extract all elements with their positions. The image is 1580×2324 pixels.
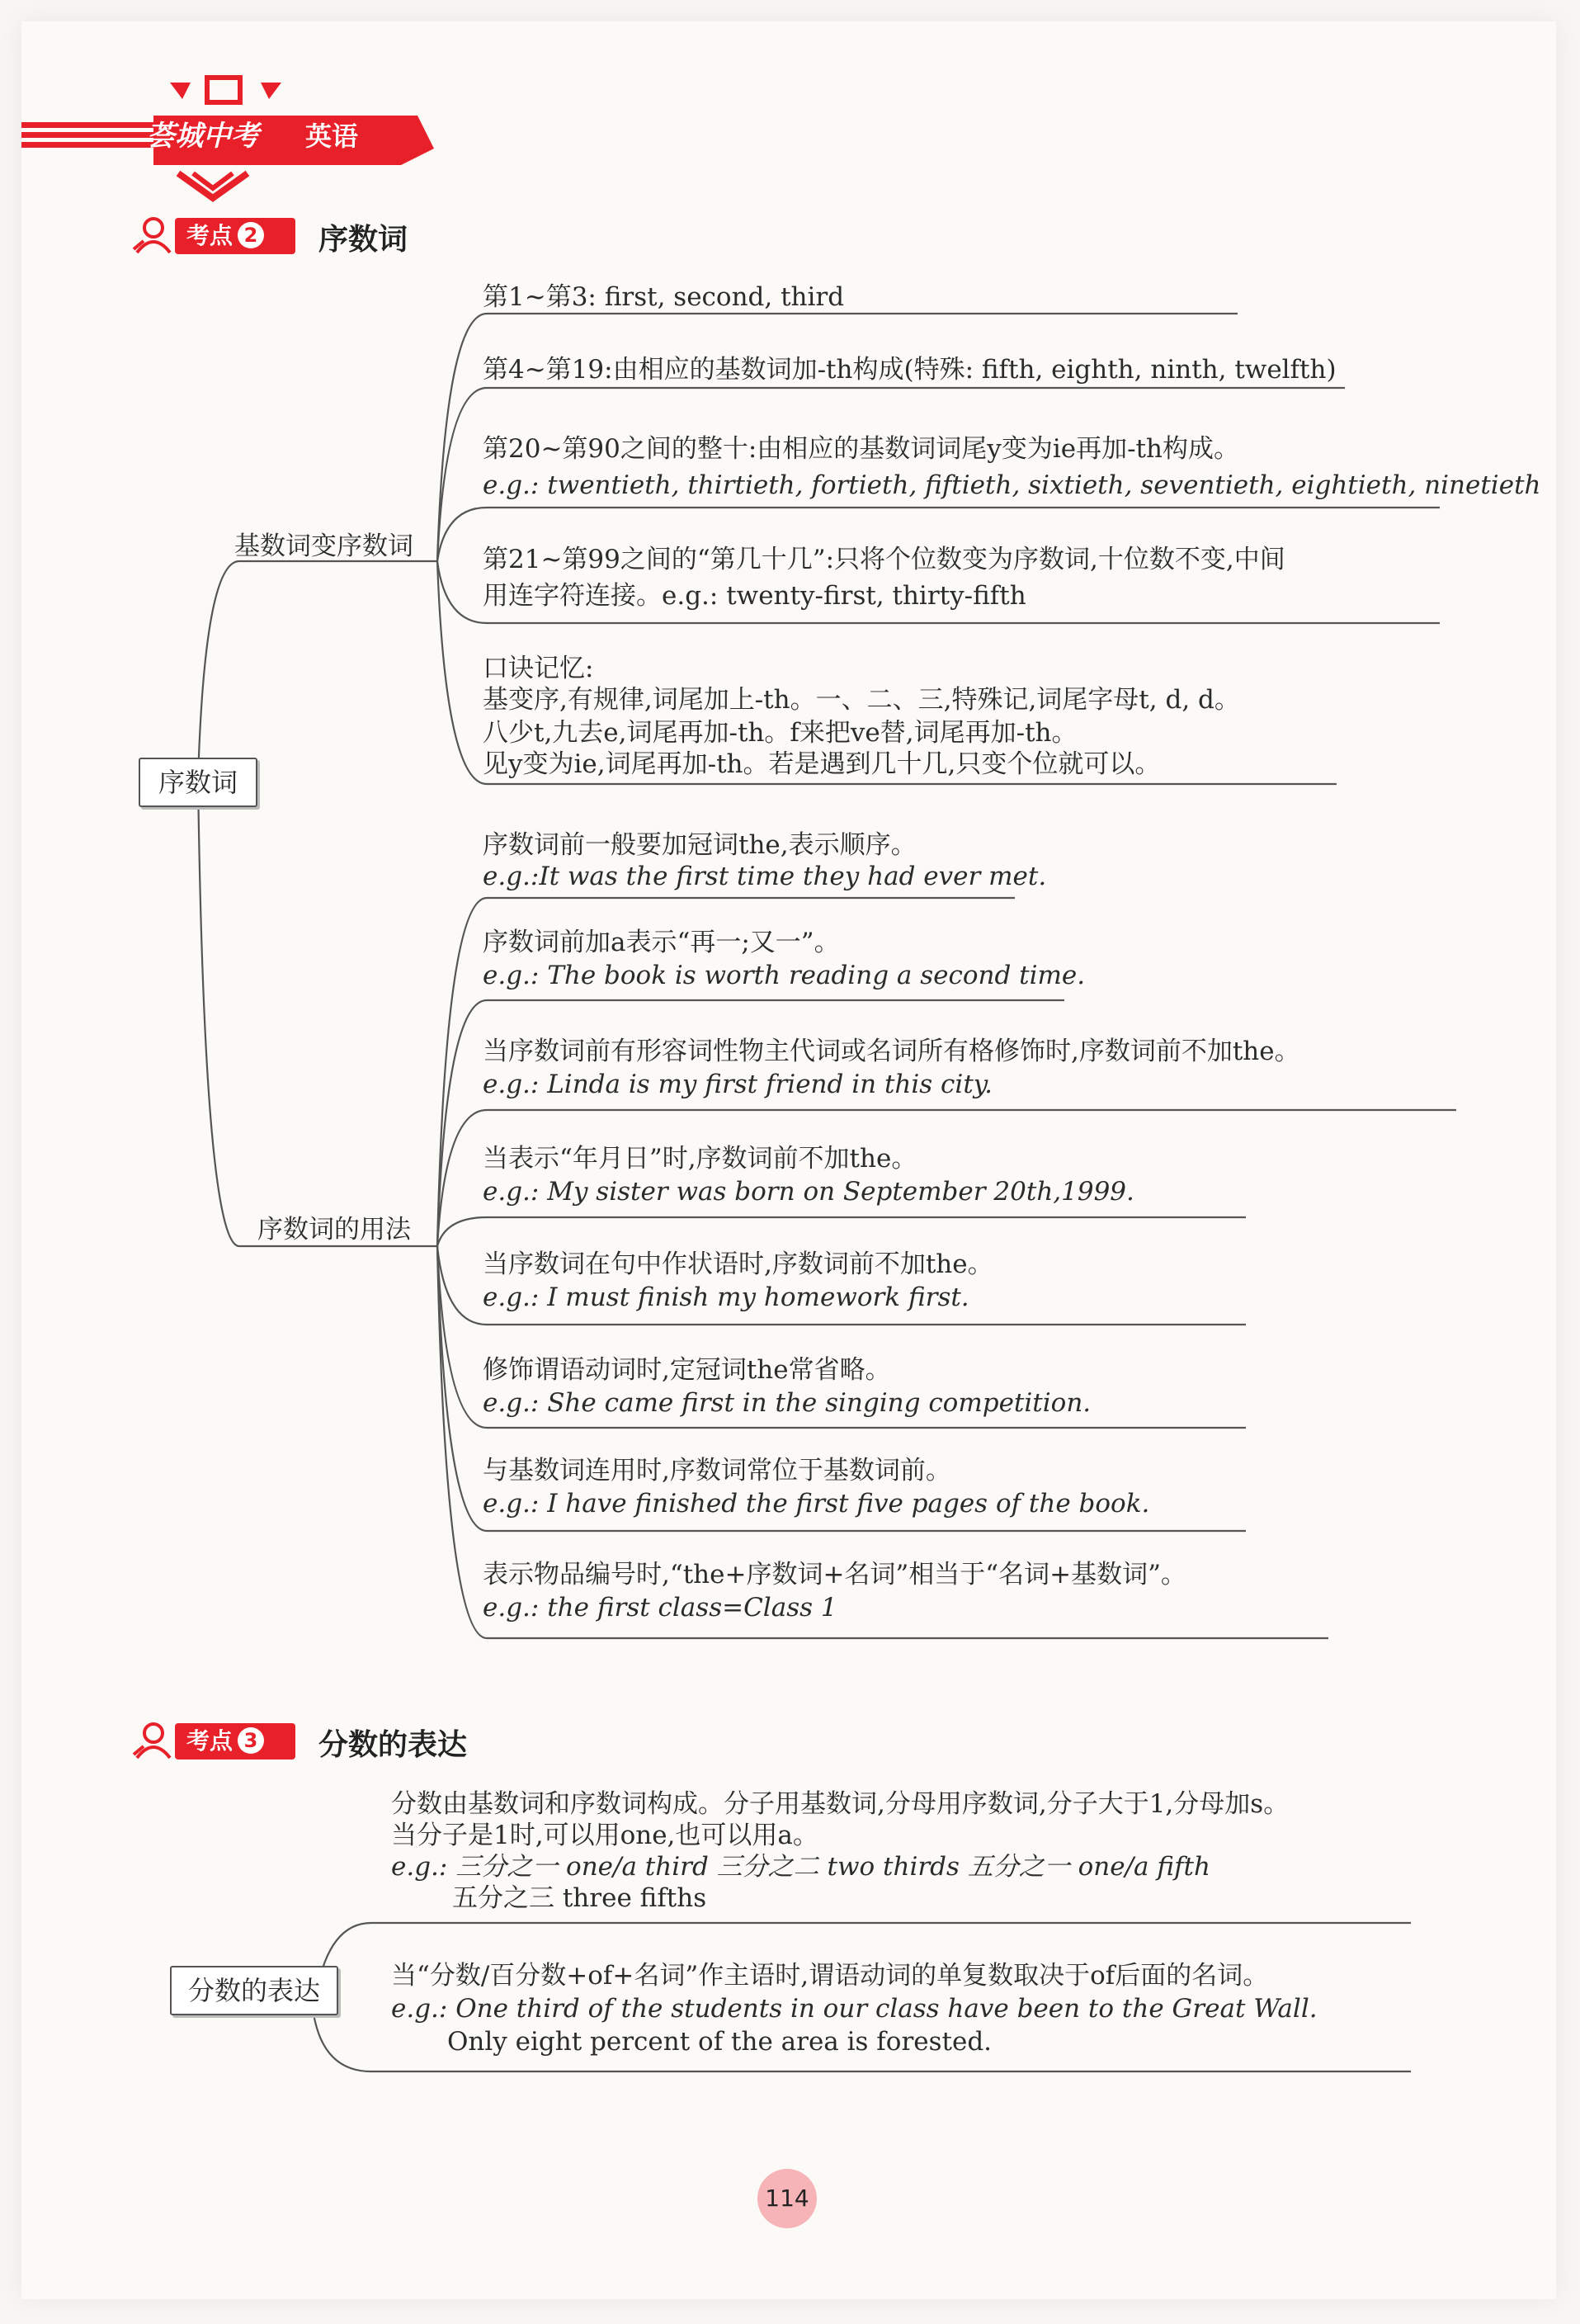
rule-3-line-2: e.g.: twentieth, thirtieth, fortieth, fiftieth, sixtieth, seventieth, eightieth, ninetieth	[483, 470, 1541, 500]
person-icon	[132, 1722, 178, 1761]
page-number: 114	[757, 2169, 817, 2228]
fraction-subject-rule: 当“分数/百分数+of+名词”作主语时,谓语动词的单复数取决于of后面的名词。	[391, 1961, 1269, 1991]
usage-1-example: e.g.:It was the first time they had ever met.	[483, 862, 1047, 891]
usage-4-line-1: 当表示“年月日”时,序数词前不加the。	[483, 1144, 917, 1174]
section3-badge-number: 3	[238, 1727, 264, 1754]
usage-2-line-1: 序数词前加a表示“再一;又一”。	[483, 928, 840, 957]
rule-2-line-1: 第4~第19:由相应的基数词加-th构成(特殊: fifth, eighth, ninth, twelfth)	[483, 355, 1337, 385]
rule-3-line-1: 第20~第90之间的整十:由相应的基数词词尾y变为ie再加-th构成。	[483, 434, 1239, 464]
fraction-rule-line-1: 分数由基数词和序数词构成。分子用基数词,分母用序数词,分子大于1,分母加s。	[391, 1789, 1290, 1819]
section2-badge-label: 考点	[186, 222, 233, 249]
usage-3-example: e.g.: Linda is my first friend in this city.	[483, 1070, 993, 1099]
usage-6-line-1: 修饰谓语动词时,定冠词the常省略。	[483, 1355, 891, 1385]
fraction-example-line-2: 五分之三 three fifths	[452, 1883, 707, 1913]
rule-5-line-3: 八少t,九去e,词尾再加-th。f来把ve替,词尾再加-th。	[483, 718, 1078, 748]
usage-5-line-1: 当序数词在句中作状语时,序数词前不加the。	[483, 1249, 993, 1279]
root-node-ordinal: 序数词	[139, 758, 257, 807]
rule-5-line-2: 基变序,有规律,词尾加上-th。一、二、三,特殊记,词尾字母t, d, d。	[483, 685, 1240, 715]
usage-4-example: e.g.: My sister was born on September 20th,1999.	[483, 1177, 1134, 1207]
section3-title: 分数的表达	[318, 1728, 468, 1762]
rule-5-line-4: 见y变为ie,词尾再加-th。若是遇到几十几,只变个位就可以。	[483, 749, 1161, 779]
usage-7-example: e.g.: I have finished the first five pages of the book.	[483, 1489, 1150, 1519]
usage-3-line-1: 当序数词前有形容词性物主代词或名词所有格修饰时,序数词前不加the。	[483, 1037, 1300, 1066]
rule-5-line-1: 口诀记忆:	[483, 654, 594, 683]
root-node-fraction: 分数的表达	[170, 1966, 338, 2015]
usage-6-example: e.g.: She came first in the singing competition.	[483, 1388, 1092, 1418]
section3-badge-label: 考点	[186, 1727, 233, 1755]
brand-text: 荟城中考	[147, 120, 259, 153]
fraction-rule-line-2: 当分子是1时,可以用one,也可以用a。	[391, 1821, 818, 1850]
fraction-subject-example-1: e.g.: One third of the students in our class have been to the Great Wall.	[391, 1994, 1318, 2024]
usage-1-line-1: 序数词前一般要加冠词the,表示顺序。	[483, 830, 917, 860]
usage-8-example: e.g.: the first class=Class 1	[483, 1593, 837, 1623]
fraction-subject-example-2: Only eight percent of the area is forested.	[447, 2027, 993, 2057]
branch-label-ordinal-usage: 序数词的用法	[257, 1215, 411, 1245]
usage-2-example: e.g.: The book is worth reading a second time.	[483, 961, 1086, 990]
rule-4-line-1: 第21~第99之间的“第几十几”:只将个位数变为序数词,十位数不变,中间	[483, 545, 1285, 574]
usage-7-line-1: 与基数词连用时,序数词常位于基数词前。	[483, 1456, 951, 1486]
fraction-example-line-1: e.g.: 三分之一 one/a third 三分之二 two thirds 五分之一 one/a fifth	[391, 1852, 1210, 1882]
usage-5-example: e.g.: I must finish my homework first.	[483, 1282, 969, 1312]
section3-badge	[175, 1723, 295, 1760]
rule-1-line-1: 第1~第3: first, second, third	[483, 282, 845, 312]
section2-badge-number: 2	[238, 222, 264, 248]
section2-title: 序数词	[318, 223, 408, 257]
rule-4-line-2: 用连字符连接。e.g.: twenty-first, thirty-fifth	[483, 581, 1026, 611]
branch-label-cardinal-to-ordinal: 基数词变序数词	[234, 531, 413, 561]
subject-text: 英语	[305, 120, 359, 152]
usage-8-line-1: 表示物品编号时,“the+序数词+名词”相当于“名词+基数词”。	[483, 1560, 1186, 1589]
